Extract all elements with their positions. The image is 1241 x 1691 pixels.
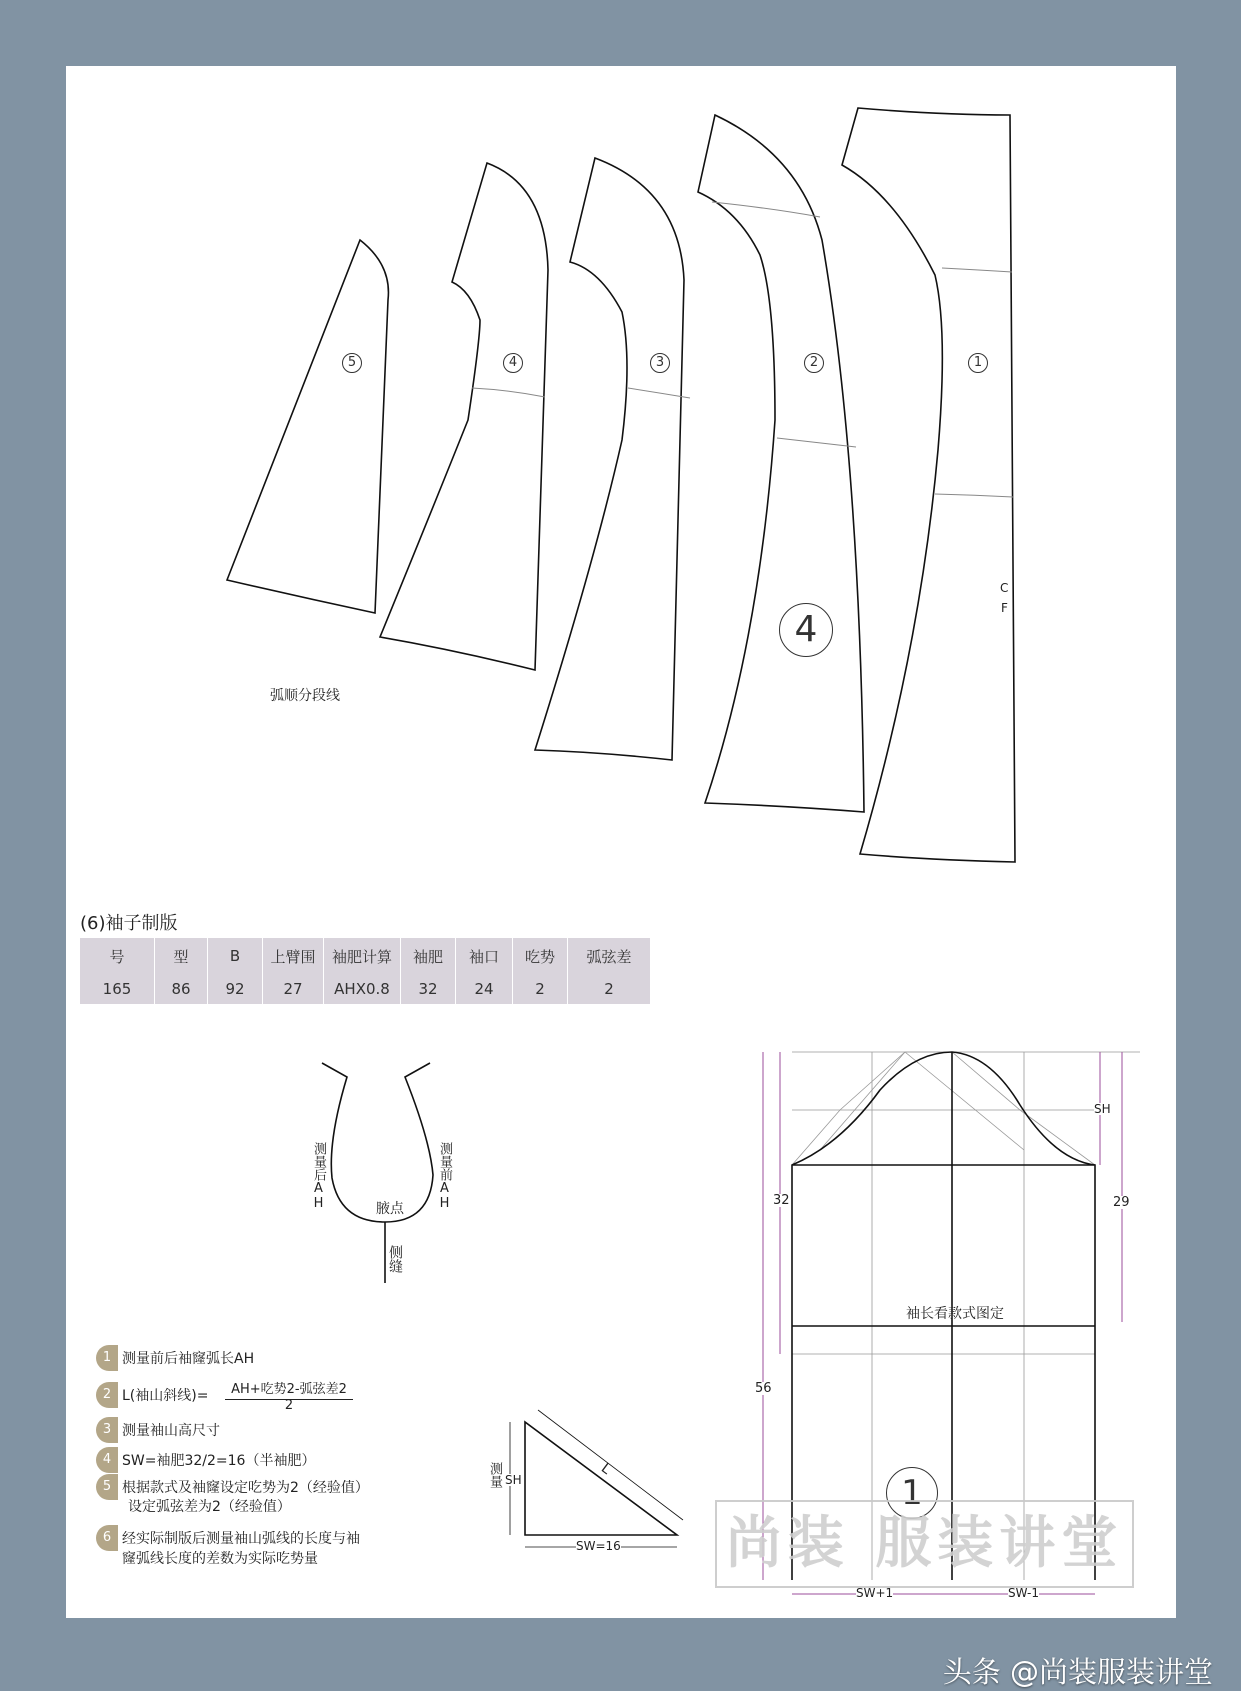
panel-4-segment-line — [472, 388, 545, 397]
side-seam-label: 侧缝 — [387, 1245, 403, 1273]
armhole-front-label: 测量前AH — [437, 1142, 452, 1211]
cf-label-f: F — [1001, 601, 1008, 615]
step-2-text: L(袖山斜线)= — [122, 1388, 209, 1404]
step-3-text: 测量袖山高尺寸 — [122, 1423, 220, 1439]
spec-value-arc-diff: 2 — [568, 974, 651, 1004]
sleeve-piece-number: 1 — [886, 1467, 938, 1519]
footer-credit: 头条 @尚装服装讲堂 — [942, 1655, 1213, 1689]
segment-note: 弧顺分段线 — [270, 688, 340, 704]
section-title: (6)袖子制版 — [80, 913, 178, 934]
triangle-base-label: SW=16 — [576, 1539, 621, 1553]
spec-header-arc-diff: 弧弦差 — [568, 938, 651, 974]
spec-header-hao: 号 — [109, 947, 125, 966]
step-5-text: 根据款式及袖窿设定吃势为2（经验值） — [122, 1480, 369, 1496]
step-1-text: 测量前后袖窿弧长AH — [122, 1351, 255, 1367]
spec-value-upper-arm: 27 — [263, 974, 324, 1004]
panel-label-3: 3 — [650, 353, 670, 373]
step-5-text-2: 设定弧弦差为2（经验值） — [128, 1499, 291, 1515]
panel-label-1: 1 — [968, 353, 988, 373]
armhole-curve-front — [385, 1063, 433, 1222]
big-piece-number: 4 — [779, 603, 833, 657]
spec-header-b: B — [208, 938, 263, 974]
step-4 — [96, 1447, 315, 1473]
panel-2-segment-line-lower — [777, 438, 856, 447]
panel-1-outline — [842, 108, 1015, 862]
panel-2-outline — [698, 115, 864, 812]
spec-header-cuff: 袖口 — [456, 938, 513, 974]
sleeve-cap-construction — [792, 1052, 1095, 1165]
spec-header-ease: 吃势 — [513, 938, 568, 974]
spec-value-cuff: 24 — [456, 974, 513, 1004]
step-3-number: 3 — [96, 1417, 118, 1443]
sleeve-dim-29: 29 — [1113, 1195, 1130, 1210]
spec-header-upper-arm: 上臂围 — [263, 938, 324, 974]
step-6-text: 经实际制版后测量袖山弧线的长度与袖 — [122, 1531, 360, 1547]
step-4-text: SW=袖肥32/2=16（半袖肥） — [122, 1453, 316, 1469]
step-5-number: 5 — [96, 1474, 118, 1500]
step-6-number: 6 — [96, 1525, 118, 1551]
spec-value-b: 92 — [208, 974, 263, 1004]
armhole-curve-back — [322, 1063, 385, 1222]
triangle-measure-label: 测量 — [487, 1462, 502, 1488]
cf-label-c: C — [1000, 581, 1009, 595]
panel-1-segment-line — [942, 268, 1012, 272]
sleeve-dim-56: 56 — [755, 1381, 772, 1396]
panel-label-4: 4 — [503, 353, 523, 373]
sleeve-sh-label: SH — [1094, 1102, 1111, 1116]
step-2-numerator: AH+吃势2-弧弦差2 — [225, 1378, 353, 1400]
step-5 — [96, 1474, 369, 1500]
panel-5-outline — [227, 240, 388, 613]
panel-2-segment-line — [712, 202, 820, 217]
step-2-number: 2 — [96, 1382, 118, 1408]
panel-label-2: 2 — [804, 353, 824, 373]
step-2 — [96, 1382, 208, 1408]
spec-header-sleeve-calc: 袖肥计算 — [324, 938, 401, 974]
sleeve-sw-plus-label: SW+1 — [856, 1586, 894, 1600]
watermark-logo: 尚装 服装讲堂 — [715, 1500, 1134, 1588]
panel-1-segment-line-lower — [935, 494, 1013, 497]
spec-header-sleeve-width: 袖肥 — [401, 938, 456, 974]
underarm-label: 腋点 — [376, 1201, 404, 1217]
spec-value-sleeve-width: 32 — [401, 974, 456, 1004]
step-4-number: 4 — [96, 1447, 118, 1473]
spec-table — [80, 938, 650, 1004]
step-6-text-2: 窿弧线长度的差数为实际吃势量 — [122, 1551, 318, 1567]
sleeve-dim-32: 32 — [773, 1193, 790, 1208]
step-1 — [96, 1345, 254, 1371]
step-2-denominator: 2 — [284, 1398, 294, 1413]
spec-value-hao: 165 — [102, 980, 132, 998]
armhole-back-label: 测量后AH — [311, 1142, 326, 1211]
triangle-sh-label: SH — [505, 1473, 522, 1487]
sleeve-length-note: 袖长看款式图定 — [906, 1306, 1004, 1322]
spec-header-xing: 型 — [155, 938, 208, 974]
triangle-l-label: L — [597, 1460, 614, 1478]
step-6 — [96, 1525, 360, 1551]
step-3 — [96, 1417, 220, 1443]
panel-label-5: 5 — [342, 353, 362, 373]
spec-value-sleeve-calc: AHX0.8 — [324, 974, 401, 1004]
panel-4-outline — [380, 163, 548, 670]
step-1-number: 1 — [96, 1345, 118, 1371]
spec-value-ease: 2 — [513, 974, 568, 1004]
measure-triangle — [525, 1422, 677, 1535]
sleeve-sw-minus-label: SW-1 — [1008, 1586, 1039, 1600]
panel-3-outline — [535, 158, 684, 760]
spec-value-xing: 86 — [155, 974, 208, 1004]
